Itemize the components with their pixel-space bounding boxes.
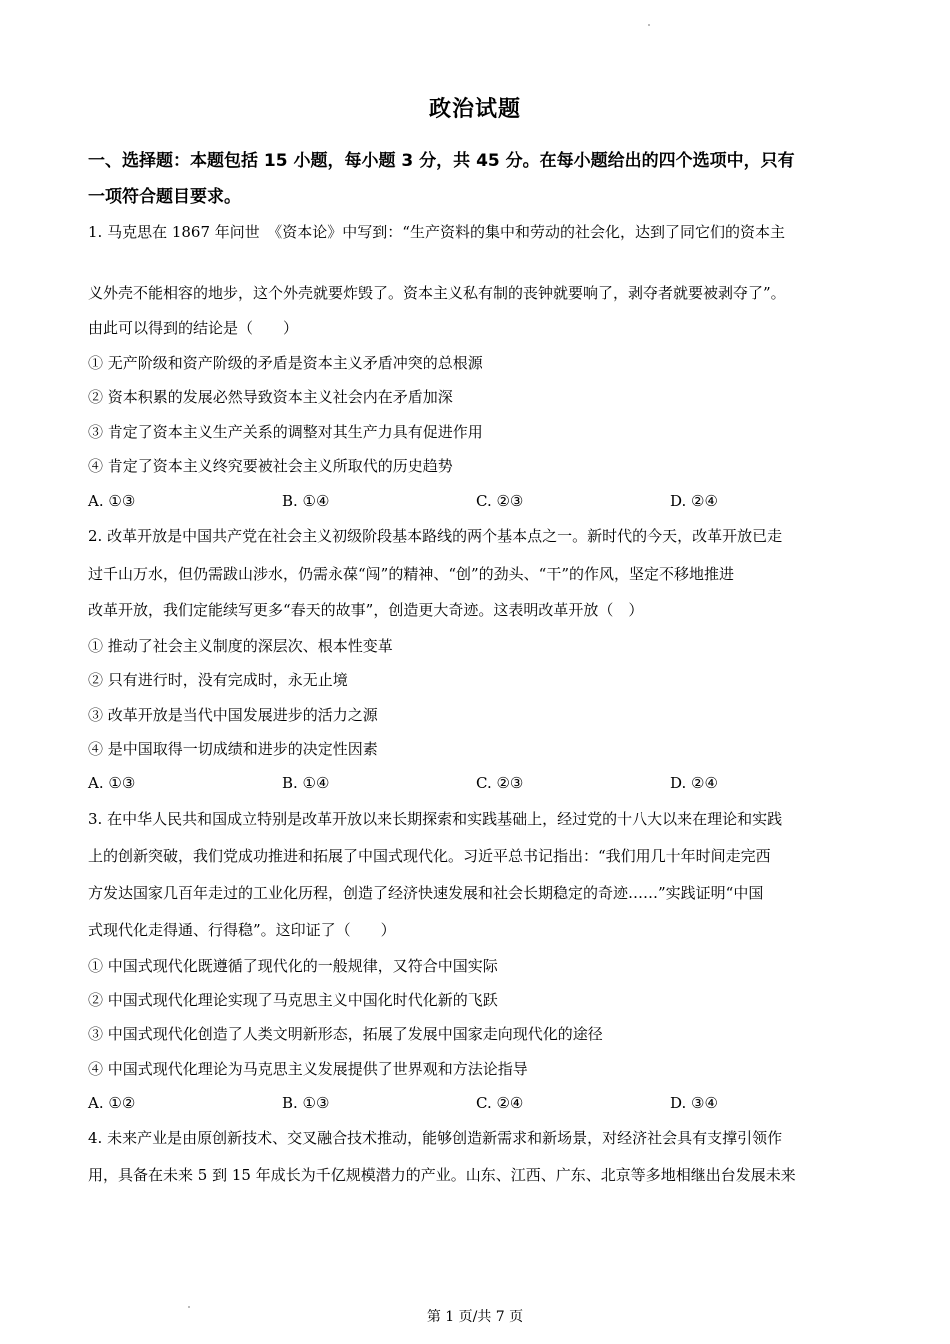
option-a: A. ①②	[88, 1094, 136, 1112]
question-1-statement: ④ 肯定了资本主义终究要被社会主义所取代的历史趋势	[88, 457, 453, 475]
option-d: D. ②④	[670, 774, 718, 792]
question-2-statement: ① 推动了社会主义制度的深层次、根本性变革	[88, 637, 393, 655]
question-3-statement: ① 中国式现代化既遵循了现代化的一般规律，又符合中国实际	[88, 957, 498, 975]
question-2-text: 2. 改革开放是中国共产党在社会主义初级阶段基本路线的两个基本点之一。新时代的今天，改革开放已走	[88, 527, 783, 545]
option-a: A. ①③	[88, 774, 136, 792]
option-a: A. ①③	[88, 492, 136, 510]
option-c: C. ②③	[476, 492, 524, 510]
question-4-text: 用，具备在未来 5 到 15 年成长为千亿规模潜力的产业。山东、江西、广东、北京等多地相继出台发展未来	[88, 1166, 796, 1184]
question-1-statement: ③ 肯定了资本主义生产关系的调整对其生产力具有促进作用	[88, 423, 483, 441]
scan-mark	[648, 24, 650, 26]
option-b: B. ①④	[282, 492, 330, 510]
option-b: B. ①④	[282, 774, 330, 792]
question-3-text: 3. 在中华人民共和国成立特别是改革开放以来长期探索和实践基础上，经过党的十八大以来在理论和实践	[88, 810, 783, 828]
option-b: B. ①③	[282, 1094, 330, 1112]
section-heading-line-2: 一项符合题目要求。	[88, 187, 241, 207]
question-3-statement: ② 中国式现代化理论实现了马克思主义中国化时代化新的飞跃	[88, 991, 498, 1009]
question-2-text: 过千山万水，但仍需跋山涉水，仍需永葆“闯”的精神、“创”的劲头、“干”的作风，坚定不移地推进	[88, 565, 735, 583]
question-3-text: 上的创新突破，我们党成功推进和拓展了中国式现代化。习近平总书记指出：“我们用几十年时间走完西	[88, 847, 771, 865]
option-d: D. ③④	[670, 1094, 718, 1112]
question-2-statement: ④ 是中国取得一切成绩和进步的决定性因素	[88, 740, 378, 758]
question-3-text: 式现代化走得通、行得稳”。这印证了（ ）	[88, 921, 396, 939]
question-3-text: 方发达国家几百年走过的工业化历程，创造了经济快速发展和社会长期稳定的奇迹……”实践证明“中国	[88, 884, 764, 902]
question-3-statement: ④ 中国式现代化理论为马克思主义发展提供了世界观和方法论指导	[88, 1060, 528, 1078]
question-2-statement: ② 只有进行时，没有完成时，永无止境	[88, 671, 348, 689]
question-4-text: 4. 未来产业是由原创新技术、交叉融合技术推动，能够创造新需求和新场景，对经济社会具有支撑引领作	[88, 1129, 783, 1147]
option-c: C. ②③	[476, 774, 524, 792]
question-1-text: 由此可以得到的结论是（ ）	[88, 319, 299, 337]
page-title: 政治试题	[428, 97, 521, 122]
question-2-options	[88, 773, 868, 793]
question-1-statement: ① 无产阶级和资产阶级的矛盾是资本主义矛盾冲突的总根源	[88, 354, 483, 372]
question-1-options	[88, 491, 868, 511]
question-2-text: 改革开放，我们定能续写更多“春天的故事”，创造更大奇迹。这表明改革开放（ ）	[88, 601, 644, 619]
option-c: C. ②④	[476, 1094, 524, 1112]
page-footer: 第 1 页/共 7 页	[426, 1309, 524, 1325]
question-1-text: 1. 马克思在 1867 年问世 《资本论》中写到：“生产资料的集中和劳动的社会化，达到了同它们的资本主	[88, 223, 785, 241]
section-heading-line-1: 一、选择题：本题包括 15 小题，每小题 3 分，共 45 分。在每小题给出的四个选项中，只有	[88, 151, 795, 171]
option-d: D. ②④	[670, 492, 718, 510]
question-1-text: 义外壳不能相容的地步，这个外壳就要炸毁了。资本主义私有制的丧钟就要响了，剥夺者就要被剥夺了”。	[88, 284, 786, 302]
question-3-statement: ③ 中国式现代化创造了人类文明新形态，拓展了发展中国家走向现代化的途径	[88, 1025, 603, 1043]
question-3-options	[88, 1093, 868, 1113]
question-2-statement: ③ 改革开放是当代中国发展进步的活力之源	[88, 706, 378, 724]
question-1-statement: ② 资本积累的发展必然导致资本主义社会内在矛盾加深	[88, 388, 453, 406]
